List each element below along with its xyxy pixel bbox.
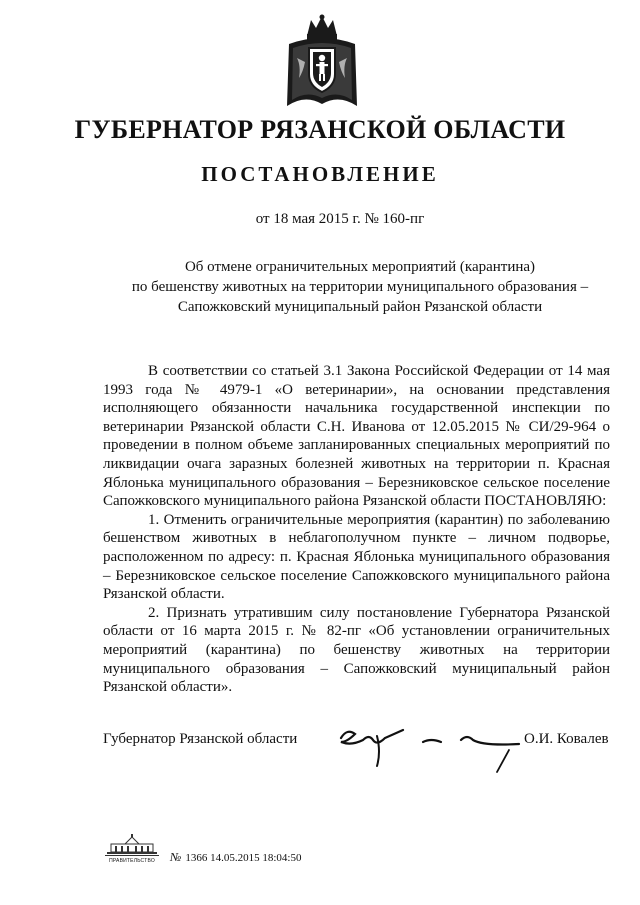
handwritten-signature — [333, 716, 523, 776]
registration-number-timestamp: 1366 14.05.2015 18:04:50 — [185, 852, 302, 864]
signatory-name: О.И. Ковалев — [524, 731, 609, 747]
government-building-logo — [103, 834, 161, 860]
subject-line: Сапожковский муниципальный район Рязанской области — [177, 299, 543, 315]
coat-of-arms-emblem — [283, 14, 361, 110]
registration-stamp — [170, 850, 301, 865]
logo-caption: ПРАВИТЕЛЬСТВО — [109, 858, 155, 864]
document-subject — [100, 257, 620, 317]
subject-line: Об отмене ограничительных мероприятий (карантина) — [184, 259, 536, 275]
document-date-number: от 18 мая 2015 г. № 160-пг — [255, 211, 425, 227]
governor-title: ГУБЕРНАТОР РЯЗАНСКОЙ ОБЛАСТИ — [74, 115, 566, 144]
body-paragraph-item-1: 1. Отменить ограничительные мероприятия (карантин) по заболеванию бешенством животных в неблагополучном пункте – личном подворье, расположенном по адресу: п. Красная Яблонька муниципального образования – Березниковское сельское поселение Сапожковского муниципального района Рязанской области. — [103, 511, 610, 603]
body-paragraph-item-2: 2. Признать утратившим силу постановление Губернатора Рязанской области от 16 марта 2015 г. № 82-пг «Об установлении ограничительных мероприятий (карантина) по бешенству животных на территории муниципального образования – Сапожковский муниципальный район Рязанской области». — [103, 604, 610, 696]
subject-line: по бешенству животных на территории муниципального образования – — [131, 279, 589, 295]
document-type: ПОСТАНОВЛЕНИЕ — [201, 162, 439, 186]
number-sign: № — [170, 850, 182, 864]
document-body — [103, 362, 610, 697]
signatory-position: Губернатор Рязанской области — [103, 731, 298, 747]
body-paragraph-preamble: В соответствии со статьей 3.1 Закона Российской Федерации от 14 мая 1993 года № 4979-1 «О ветеринарии», на основании представления исполняющего обязанности начальника государственной инспекции по ветеринарии Рязанской области С.Н. Иванова от 12.05.2015 № СИ/29-964 о проведении в полном объеме запланированных специальных мероприятий по ликвидации очага заразных болезней животных на территории п. Красная Яблонька муниципального образования – Березниковское сельское поселение Сапожковского муниципального района Рязанской области ПОСТАНОВЛЯЮ: — [103, 363, 610, 510]
